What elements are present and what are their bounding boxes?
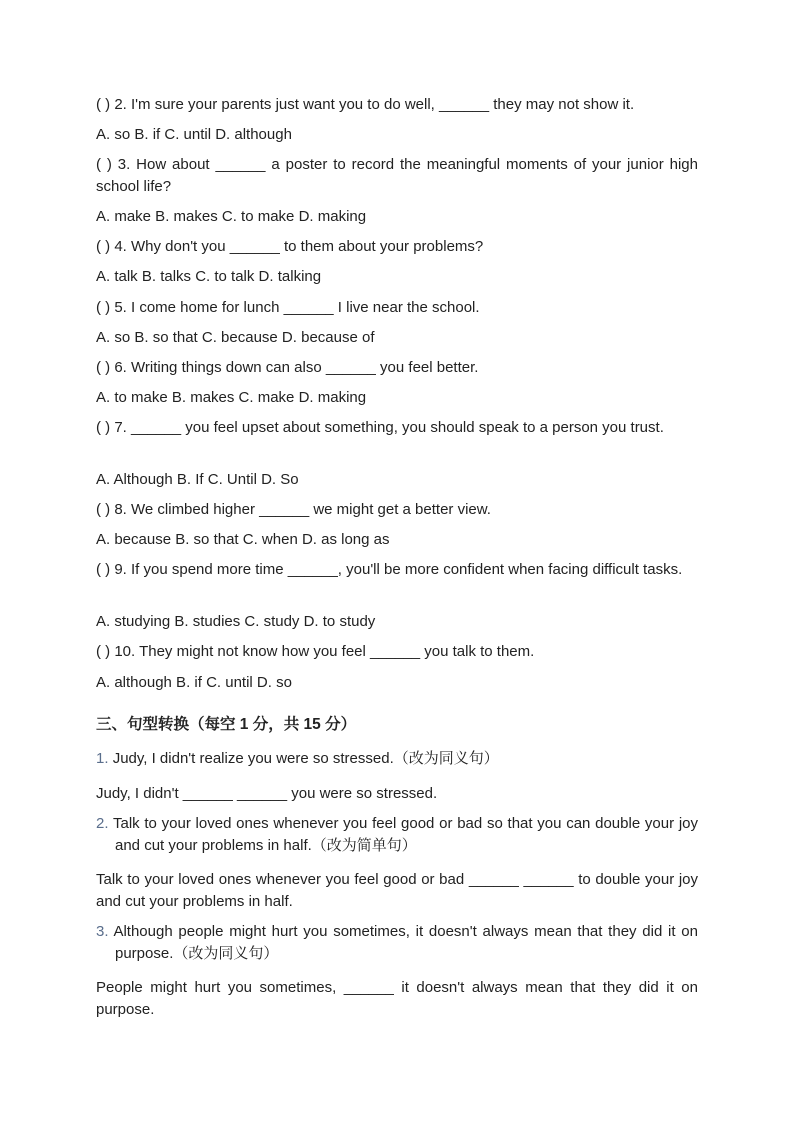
section-title: 三、句型转换（每空 1 分，共 15 分） bbox=[96, 716, 357, 733]
question-stem: ( ) 5. I come home for lunch ______ I live near the school. bbox=[96, 299, 480, 316]
question-options: A. so B. so that C. because D. because of bbox=[96, 329, 375, 346]
question-options: A. to make B. makes C. make D. making bbox=[96, 389, 367, 406]
question-stem: ( ) 3. How about ______ a poster to record the meaningful moments of your junior high school life? bbox=[96, 156, 698, 195]
transform-prompt bbox=[96, 813, 698, 857]
item-number: 1. bbox=[96, 750, 109, 767]
question-stem: ( ) 9. If you spend more time ______, you'll be more confident when facing difficult tasks. bbox=[96, 561, 683, 578]
question-options: A. Although B. If C. Until D. So bbox=[96, 471, 299, 488]
transform-answer: Talk to your loved ones whenever you feel good or bad ______ ______ to double your joy and cut your problems in half. bbox=[96, 871, 698, 910]
question-stem: ( ) 8. We climbed higher ______ we might get a better view. bbox=[96, 501, 491, 518]
question-stem: ( ) 6. Writing things down can also ______ you feel better. bbox=[96, 359, 479, 376]
item-prompt: Judy, I didn't realize you were so stressed.（改为同义句） bbox=[112, 750, 499, 767]
transform-prompt bbox=[96, 921, 698, 965]
transform-answer: People might hurt you sometimes, ______ it doesn't always mean that they did it on purpose. bbox=[96, 979, 698, 1018]
transform-prompt bbox=[96, 748, 698, 770]
question-stem: ( ) 7. ______ you feel upset about something, you should speak to a person you trust. bbox=[96, 419, 664, 436]
question-options: A. so B. if C. until D. although bbox=[96, 126, 292, 143]
question-options: A. because B. so that C. when D. as long as bbox=[96, 531, 390, 548]
question-stem: ( ) 4. Why don't you ______ to them about your problems? bbox=[96, 238, 484, 255]
item-prompt: Talk to your loved ones whenever you feel good or bad so that you can double your joy and cut your problems in half.（改为简单句） bbox=[112, 815, 698, 854]
item-prompt: Although people might hurt you sometimes, it doesn't always mean that they did it on purpose.（改为同义句） bbox=[113, 923, 698, 962]
question-stem: ( ) 10. They might not know how you feel ______ you talk to them. bbox=[96, 643, 535, 660]
question-stem: ( ) 2. I'm sure your parents just want you to do well, ______ they may not show it. bbox=[96, 96, 635, 113]
question-options: A. although B. if C. until D. so bbox=[96, 674, 292, 691]
item-number: 2. bbox=[96, 815, 109, 832]
transform-answer: Judy, I didn't ______ ______ you were so stressed. bbox=[96, 785, 438, 802]
question-options: A. studying B. studies C. study D. to study bbox=[96, 613, 376, 630]
question-options: A. talk B. talks C. to talk D. talking bbox=[96, 268, 322, 285]
item-number: 3. bbox=[96, 923, 109, 940]
question-options: A. make B. makes C. to make D. making bbox=[96, 208, 367, 225]
